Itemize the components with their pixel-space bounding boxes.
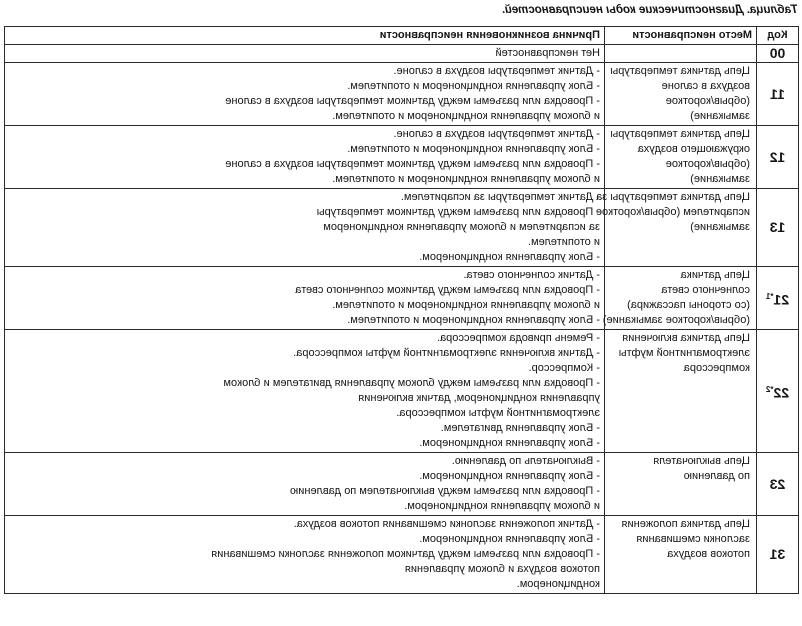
cause-line: и блоком управления кондиционером. [404,500,600,512]
place-line: электромагнитной муфты [618,347,750,359]
place-line: компрессора [683,362,750,374]
cause-line: управления кондиционером, датчик включения [358,392,600,404]
place-line: окружающего воздуха [637,143,750,155]
header-code: Код [757,27,799,45]
cause-line: потоков воздуха и блоком управления [404,563,600,575]
code-cell [757,516,799,594]
cause-cell [5,126,605,189]
code-cell [757,45,799,63]
cause-cell [5,453,605,516]
cause-line: - Проводка или разъемы между датчиком солнечного света [295,284,600,296]
code-value: 22 [773,384,790,401]
cause-line: - Блок управления кондиционером и отопителем. [347,143,600,155]
place-line: Цепь датчика температуры за [596,191,750,203]
table-row [5,126,799,189]
place-line: замыкание) [690,110,750,122]
cause-line: - Датчик температуры воздуха в салоне. [393,128,600,140]
cause-line: - Выключатель по давлению. [451,455,600,467]
cause-line: - Блок управления кондиционером и отопителем. [347,314,600,326]
cause-line: - Проводка или разъемы между блоком управления двигателем и блоком [223,377,600,389]
code-cell [757,189,799,267]
cause-line: электромагнитной муфты компрессора. [396,407,600,419]
cause-cell [5,45,605,63]
place-line: Цепь датчика температуры [610,65,750,77]
table-row [5,516,799,594]
table-row [5,189,799,267]
code-value: 00 [769,45,786,61]
table-body [5,45,799,594]
cause-cell [5,63,605,126]
place-line: испарителем (обрыв/короткое [595,206,750,218]
place-line: (обрыв/короткое [665,158,750,170]
cause-line: - Блок управления кондиционером и отопителем. [347,80,600,92]
place-line: Цепь выключателя [653,455,750,467]
table-row [5,267,799,330]
place-cell [605,330,757,453]
code-value: 13 [769,219,786,235]
code-value: 11 [770,85,785,102]
cause-line: и блоком управления кондиционером и отопителем. [332,299,600,311]
cause-line: и отопителем. [527,236,600,248]
cause-line: - Датчик солнечного света. [463,269,600,281]
code-cell [757,126,799,189]
code-cell [757,453,799,516]
table-row [5,453,799,516]
place-line: солнечного света [661,284,750,296]
cause-line: - Датчик температуры за испарителем. [400,191,600,203]
cause-cell [5,189,605,267]
cause-line: - Проводка или разъемы между датчиком температуры воздуха в салоне [225,158,600,170]
code-value: 21 [773,291,790,308]
cause-line: - Блок управления кондиционером. [419,533,600,545]
place-line: Цепь датчика включения [622,332,750,344]
place-line: заслонки смешивания [636,533,750,545]
place-line: Цепь датчика температуры [610,128,750,140]
code-cell [757,267,799,330]
place-cell [605,63,757,126]
place-cell [605,126,757,189]
place-cell [595,189,757,267]
cause-line: - Датчик положения заслонки смешивания потоков воздуха. [293,518,600,530]
cause-line: - Проводка или разъемы между выключателем по давлению [290,485,600,497]
place-cell [605,516,757,594]
header-place: Место неисправности [605,27,757,45]
cause-line: за испарителем и блоком управления кондиционером [323,221,600,233]
cause-line: кондиционером. [516,578,600,590]
place-line: воздуха в салоне [661,80,750,92]
code-value: 31 [769,546,786,562]
code-cell [757,63,799,126]
cause-cell [5,267,605,330]
cause-cell [5,330,605,453]
place-line: (со стороны пассажира) [627,299,750,311]
code-value: 23 [769,475,786,492]
place-line: (обрыв/короткое [665,95,750,107]
table-row [5,330,799,453]
cause-line: и блоком управления кондиционером и отопителем. [332,173,600,185]
place-line: по давлению [683,470,750,482]
code-footnote: *2 [765,384,774,394]
header-cause: Причина возникновения неисправности [5,27,605,45]
header-row [5,27,799,45]
code-cell [757,330,799,453]
cause-line: - Блок управления кондиционером. [419,437,600,449]
cause-line: - Датчик включения электромагнитной муфты компрессора. [293,347,600,359]
code-value: 12 [769,148,786,165]
cause-cell [5,516,605,594]
table-row [5,45,799,63]
place-cell [605,453,757,516]
place-line: Цепь датчика [680,269,750,281]
cause-line: - Датчик температуры воздуха в салоне. [393,65,600,77]
cause-line: - Проводка или разъемы между датчиком температуры [316,206,600,218]
place-line: замыкание) [690,221,750,233]
cause-line: и блоком управления кондиционером и отопителем. [332,110,600,122]
fault-codes-table [4,26,799,594]
cause-line: - Компрессор. [528,362,600,374]
cause-line: - Ремень привода компрессора. [437,332,600,344]
table-title: Таблица. Диагностические коды неисправностей. [501,4,798,16]
cause-line: - Блок управления кондиционером. [419,251,600,263]
place-line: Цепь датчика положения [621,518,750,530]
place-line: потоков воздуха [667,548,750,560]
place-line: (обрыв/короткое замыкание) [602,314,750,326]
cause-line: - Проводка или разъемы между датчиком положения заслонки смешивания [211,548,600,560]
place-cell [602,267,757,330]
cause-line: - Проводка или разъемы между датчиком температуры воздуха в салоне [225,95,600,107]
place-cell [605,45,757,63]
table-row [5,63,799,126]
cause-line: - Блок управления кондиционером. [419,470,600,482]
code-footnote: *1 [765,291,774,301]
place-line: замыкание) [690,173,750,185]
cause-line: - Блок управления двигателем. [440,422,600,434]
cause-line: Нет неисправностей [495,47,600,59]
